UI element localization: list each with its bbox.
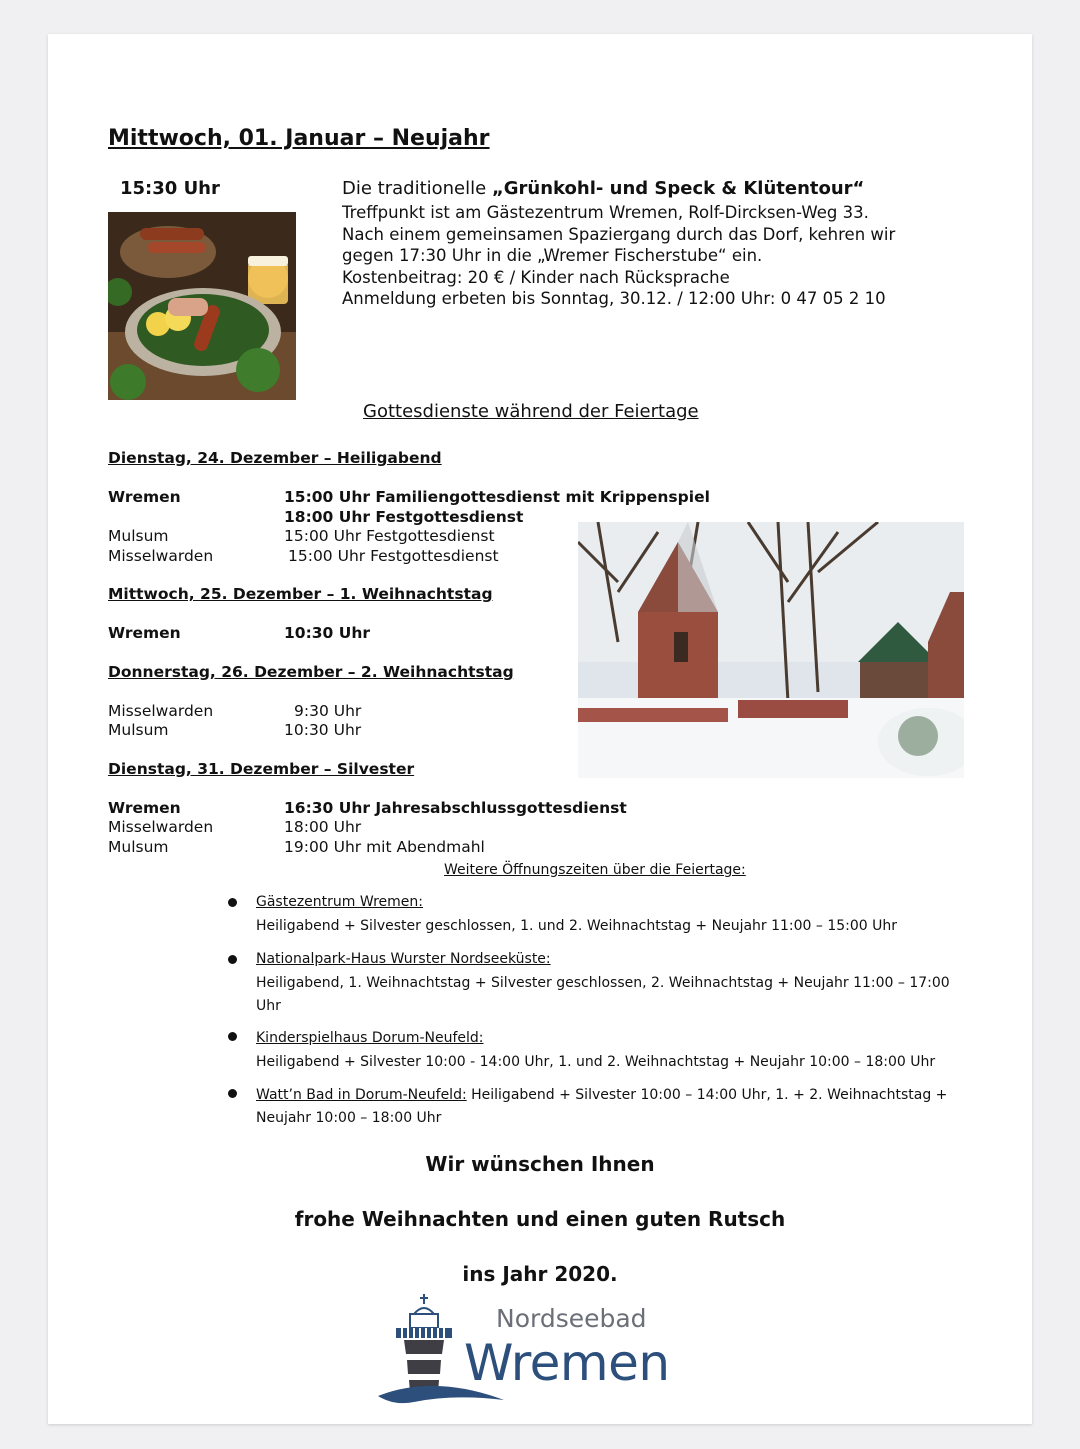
event-title	[342, 178, 864, 199]
event-line: gegen 17:30 Uhr in die „Wremer Fischerstube“ ein.	[342, 246, 763, 266]
service-time: 10:30 Uhr	[284, 721, 362, 739]
event-title-prefix: Die traditionelle	[342, 178, 492, 199]
bullet-icon	[228, 1089, 237, 1098]
service-time: 18:00 Uhr Festgottesdienst	[284, 508, 524, 526]
service-place: Mulsum	[108, 721, 169, 739]
service-time: 16:30 Uhr Jahresabschlussgottesdienst	[284, 799, 627, 817]
service-place: Wremen	[108, 488, 181, 506]
service-time: 10:30 Uhr	[284, 624, 370, 642]
service-time: 15:00 Uhr Familiengottesdienst mit Krippenspiel	[284, 488, 710, 506]
day-heading: Dienstag, 24. Dezember – Heiligabend	[108, 449, 442, 467]
flyer-page	[48, 34, 1032, 1424]
event-line: Anmeldung erbeten bis Sonntag, 30.12. / 12:00 Uhr: 0 47 05 2 10	[342, 289, 886, 309]
winter-church-photo	[578, 522, 964, 778]
bullet-icon	[228, 955, 237, 964]
service-time: 9:30 Uhr	[294, 702, 362, 720]
service-time: 19:00 Uhr mit Abendmahl	[284, 838, 485, 856]
event-title-name: „Grünkohl- und Speck & Klütentour“	[491, 178, 865, 199]
hours-place: Nationalpark-Haus Wurster Nordseeküste:	[256, 951, 551, 967]
service-place: Misselwarden	[108, 547, 214, 565]
bullet-icon	[228, 1032, 237, 1041]
event-line: Kostenbeitrag: 20 € / Kinder nach Rücksprache	[342, 267, 730, 287]
logo-text-small: Nordseebad	[496, 1304, 647, 1333]
hours-text: Heiligabend + Silvester geschlossen, 1. und 2. Weihnachtstag + Neujahr 11:00 – 15:00 Uhr	[256, 918, 898, 934]
event-details	[342, 202, 895, 310]
bullet-icon	[228, 898, 237, 907]
hours-text: Uhr	[256, 998, 281, 1014]
services-heading: Gottesdienste während der Feiertage	[363, 401, 699, 422]
hours-place: Watt’n Bad in Dorum-Neufeld:	[256, 1087, 467, 1103]
service-time: 15:00 Uhr Festgottesdienst	[284, 527, 495, 545]
closing-line: frohe Weihnachten und einen guten Rutsch	[294, 1207, 786, 1231]
hours-place: Gästezentrum Wremen:	[256, 894, 423, 910]
event-line: Treffpunkt ist am Gästezentrum Wremen, Rolf-Dircksen-Weg 33.	[342, 203, 869, 222]
service-place: Misselwarden	[108, 818, 214, 836]
day-heading: Donnerstag, 26. Dezember – 2. Weihnachtstag	[108, 663, 514, 681]
service-place: Mulsum	[108, 838, 169, 856]
hours-text: Neujahr 10:00 – 18:00 Uhr	[256, 1110, 442, 1126]
service-place: Wremen	[108, 624, 181, 642]
gruenkohl-photo	[108, 212, 296, 400]
hours-text: Heiligabend + Silvester 10:00 - 14:00 Uhr, 1. und 2. Weihnachtstag + Neujahr 10:00 – 18:00 Uhr	[256, 1054, 936, 1070]
day-heading: Dienstag, 31. Dezember – Silvester	[108, 760, 415, 778]
hours-heading: Weitere Öffnungszeiten über die Feiertage:	[444, 862, 746, 878]
hours-inline-text: Heiligabend + Silvester 10:00 – 14:00 Uhr, 1. + 2. Weihnachtstag +	[466, 1087, 948, 1103]
event-line: Nach einem gemeinsamen Spaziergang durch das Dorf, kehren wir	[342, 224, 896, 244]
day-heading: Mittwoch, 25. Dezember – 1. Weihnachtstag	[108, 585, 493, 603]
hours-text: Heiligabend, 1. Weihnachtstag + Silvester geschlossen, 2. Weihnachtstag + Neujahr 11:00 – 17:00	[256, 975, 950, 991]
service-time: 18:00 Uhr	[284, 818, 362, 836]
closing-line: ins Jahr 2020.	[462, 1262, 618, 1286]
january-heading: Mittwoch, 01. Januar – Neujahr	[108, 126, 490, 151]
service-time: 15:00 Uhr Festgottesdienst	[288, 547, 499, 565]
logo-text-big: Wremen	[464, 1334, 670, 1392]
service-place: Mulsum	[108, 527, 169, 545]
service-place: Wremen	[108, 799, 181, 817]
event-time: 15:30 Uhr	[120, 178, 220, 199]
hours-place: Kinderspielhaus Dorum-Neufeld:	[256, 1030, 484, 1046]
hours-entry	[256, 1087, 947, 1103]
service-place: Misselwarden	[108, 702, 214, 720]
closing-line: Wir wünschen Ihnen	[425, 1152, 655, 1176]
